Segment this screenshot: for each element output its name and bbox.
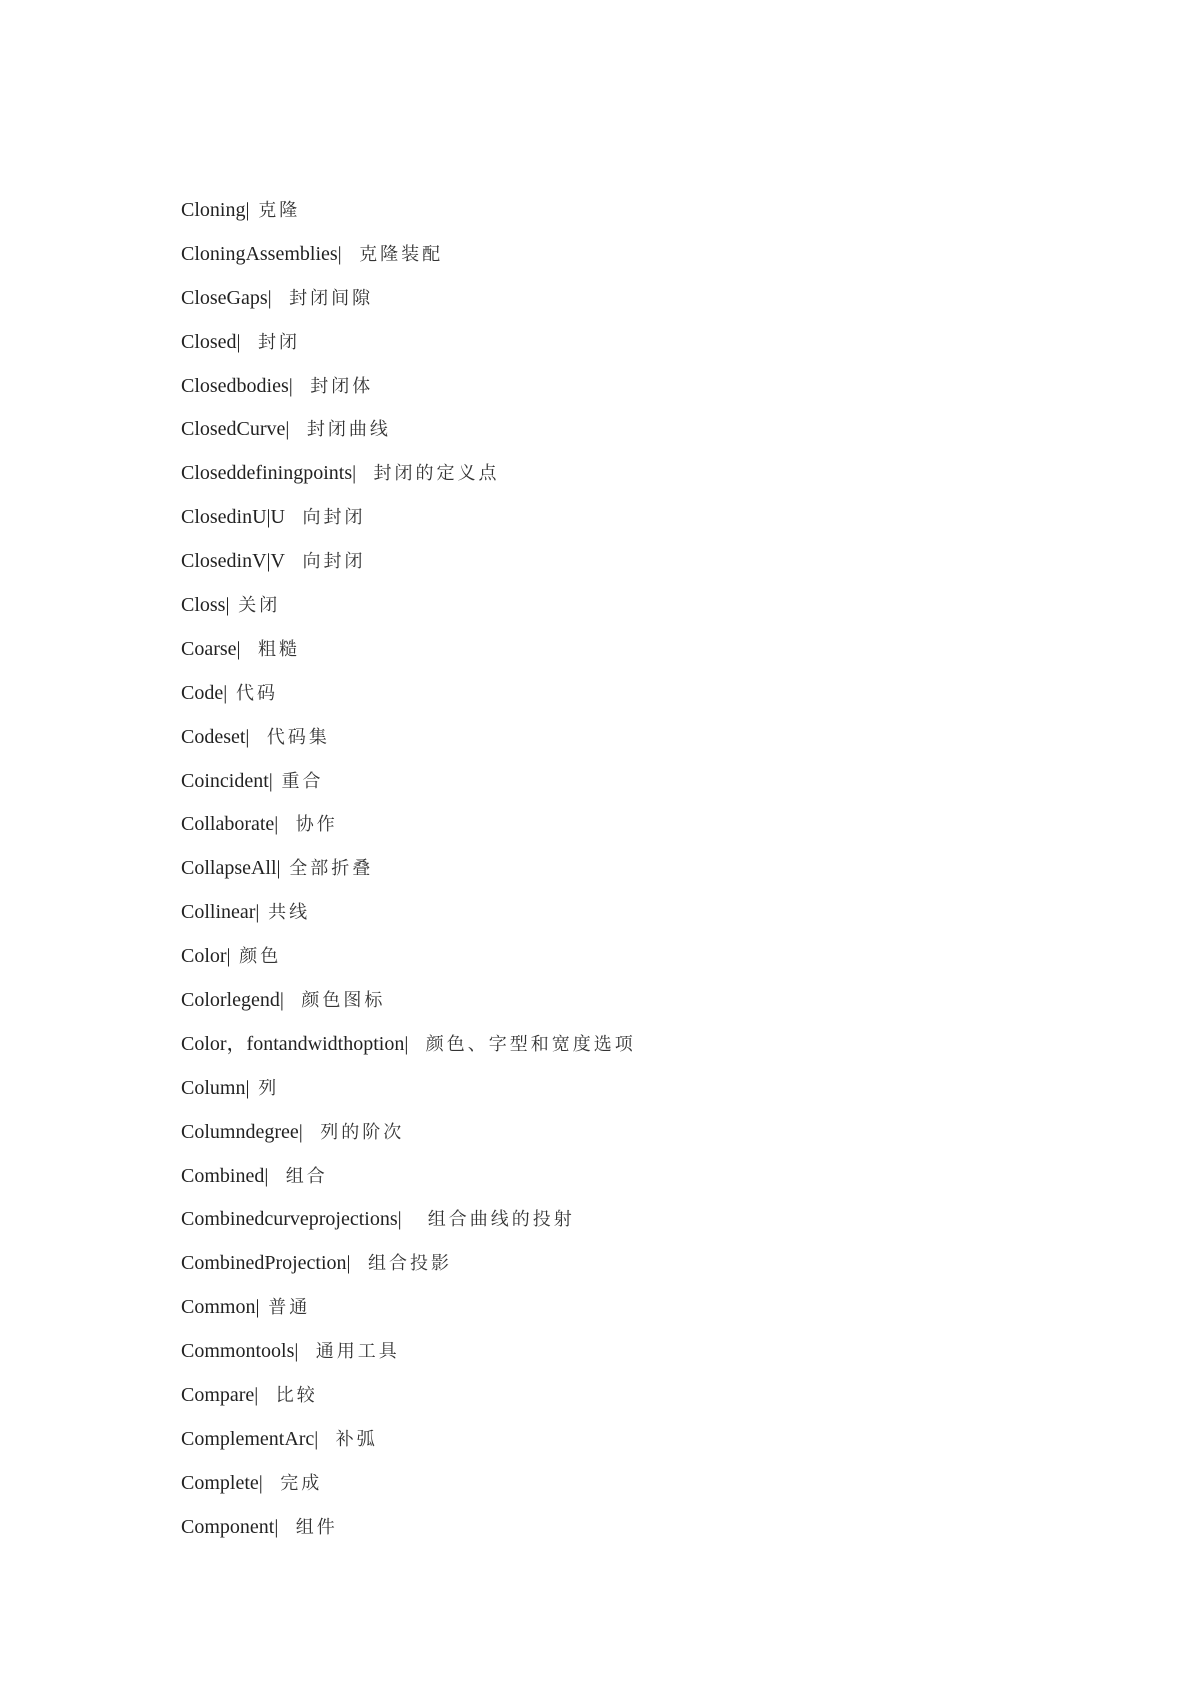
- glossary-list: [181, 196, 636, 1557]
- glossary-entry: [181, 1118, 636, 1162]
- entry-english-term: Collinear|: [181, 901, 260, 924]
- entry-chinese-term: 重合: [272, 770, 324, 792]
- glossary-entry: [181, 635, 636, 679]
- entry-english-term: Codeset|: [181, 725, 250, 748]
- entry-chinese-term: 比较: [258, 1385, 318, 1407]
- glossary-entry: [181, 591, 636, 635]
- entry-english-term: Column|: [181, 1076, 250, 1099]
- entry-chinese-term: 组合投影: [350, 1253, 452, 1275]
- entry-english-term: Component|: [181, 1515, 279, 1538]
- entry-chinese-term: 协作: [278, 814, 338, 836]
- entry-english-term: CombinedProjection|: [181, 1252, 351, 1275]
- entry-english-term: Color|: [181, 945, 231, 968]
- glossary-entry: [181, 1249, 636, 1293]
- glossary-entry: [181, 810, 636, 854]
- entry-english-term: ClosedinU|U: [181, 506, 286, 529]
- glossary-entry: [181, 284, 636, 328]
- glossary-entry: [181, 1425, 636, 1469]
- entry-english-term: CloseGaps|: [181, 286, 272, 309]
- entry-chinese-term: 代码集: [249, 726, 330, 748]
- glossary-entry: [181, 459, 636, 503]
- entry-chinese-term: 关闭: [229, 595, 281, 617]
- entry-english-term: Common|: [181, 1296, 260, 1319]
- entry-chinese-term: 克隆装配: [341, 243, 444, 265]
- entry-english-term: Colorlegend|: [181, 989, 284, 1012]
- entry-chinese-term: 封闭曲线: [289, 419, 391, 441]
- glossary-entry: [181, 240, 636, 284]
- glossary-entry: [181, 679, 636, 723]
- entry-english-term: ClosedCurve|: [181, 418, 290, 441]
- glossary-entry: [181, 328, 636, 372]
- entry-english-term: ClosedinV|V: [181, 550, 286, 573]
- entry-english-term: Complete|: [181, 1471, 263, 1494]
- glossary-entry: [181, 986, 636, 1030]
- entry-english-term: Commontools|: [181, 1340, 299, 1363]
- entry-chinese-term: 向封闭: [285, 551, 366, 573]
- entry-chinese-term: 通用工具: [298, 1341, 400, 1363]
- entry-chinese-term: 封闭的定义点: [356, 463, 500, 485]
- entry-english-term: Closeddefiningpoints|: [181, 462, 357, 485]
- glossary-entry: [181, 1205, 636, 1249]
- entry-chinese-term: 封闭体: [292, 375, 374, 397]
- entry-english-term: Columndegree|: [181, 1120, 303, 1143]
- entry-english-term: Closedbodies|: [181, 374, 293, 397]
- glossary-entry: [181, 1513, 636, 1557]
- entry-chinese-term: 克隆: [249, 200, 301, 221]
- entry-chinese-term: 组合: [268, 1165, 328, 1187]
- glossary-entry: [181, 415, 636, 459]
- glossary-entry: [181, 723, 636, 767]
- glossary-entry: [181, 1162, 636, 1206]
- entry-chinese-term: 颜色: [230, 946, 282, 968]
- entry-english-term: Combinedcurveprojections|: [181, 1208, 402, 1231]
- entry-english-term: Collaborate|: [181, 813, 279, 836]
- entry-chinese-term: 共线: [259, 902, 311, 924]
- entry-chinese-term: 封闭间隙: [271, 287, 374, 309]
- entry-chinese-term: 普通: [259, 1297, 311, 1319]
- glossary-entry: [181, 942, 636, 986]
- entry-english-term: Closs|: [181, 594, 230, 617]
- glossary-entry: [181, 547, 636, 591]
- glossary-entry: [181, 1469, 636, 1513]
- glossary-entry: [181, 767, 636, 811]
- entry-chinese-term: 向封闭: [285, 507, 366, 529]
- entry-english-term: CollapseAll|: [181, 857, 281, 880]
- entry-chinese-term: 代码: [227, 682, 278, 704]
- entry-english-term: Cloning|: [181, 199, 250, 221]
- glossary-entry: [181, 1337, 636, 1381]
- glossary-entry: [181, 1074, 636, 1118]
- entry-chinese-term: 组合曲线的投射: [401, 1209, 575, 1231]
- entry-chinese-term: 粗糙: [240, 638, 300, 660]
- glossary-entry: [181, 196, 636, 240]
- glossary-entry: [181, 1293, 636, 1337]
- glossary-entry: [181, 898, 636, 942]
- entry-chinese-term: 封闭: [240, 331, 301, 353]
- entry-english-term: Color，fontandwidthoption|: [181, 1032, 409, 1055]
- entry-english-term: ComplementArc|: [181, 1427, 319, 1450]
- glossary-entry: [181, 503, 636, 547]
- glossary-entry: [181, 854, 636, 898]
- entry-chinese-term: 列的阶次: [302, 1121, 405, 1143]
- entry-chinese-term: 组件: [278, 1516, 338, 1538]
- entry-chinese-term: 完成: [262, 1472, 323, 1494]
- entry-english-term: Coarse|: [181, 637, 241, 660]
- entry-english-term: Combined|: [181, 1164, 269, 1187]
- glossary-entry: [181, 372, 636, 416]
- entry-chinese-term: 补弧: [318, 1428, 378, 1450]
- entry-chinese-term: 颜色、字型和宽度选项: [408, 1033, 636, 1055]
- entry-english-term: Code|: [181, 681, 228, 704]
- glossary-entry: [181, 1030, 636, 1074]
- entry-chinese-term: 颜色图标: [283, 990, 386, 1012]
- entry-chinese-term: 列: [249, 1077, 280, 1099]
- entry-english-term: Compare|: [181, 1384, 259, 1407]
- entry-english-term: CloningAssemblies|: [181, 242, 342, 265]
- entry-chinese-term: 全部折叠: [280, 858, 374, 880]
- entry-english-term: Closed|: [181, 330, 241, 353]
- glossary-entry: [181, 1381, 636, 1425]
- entry-english-term: Coincident|: [181, 769, 273, 792]
